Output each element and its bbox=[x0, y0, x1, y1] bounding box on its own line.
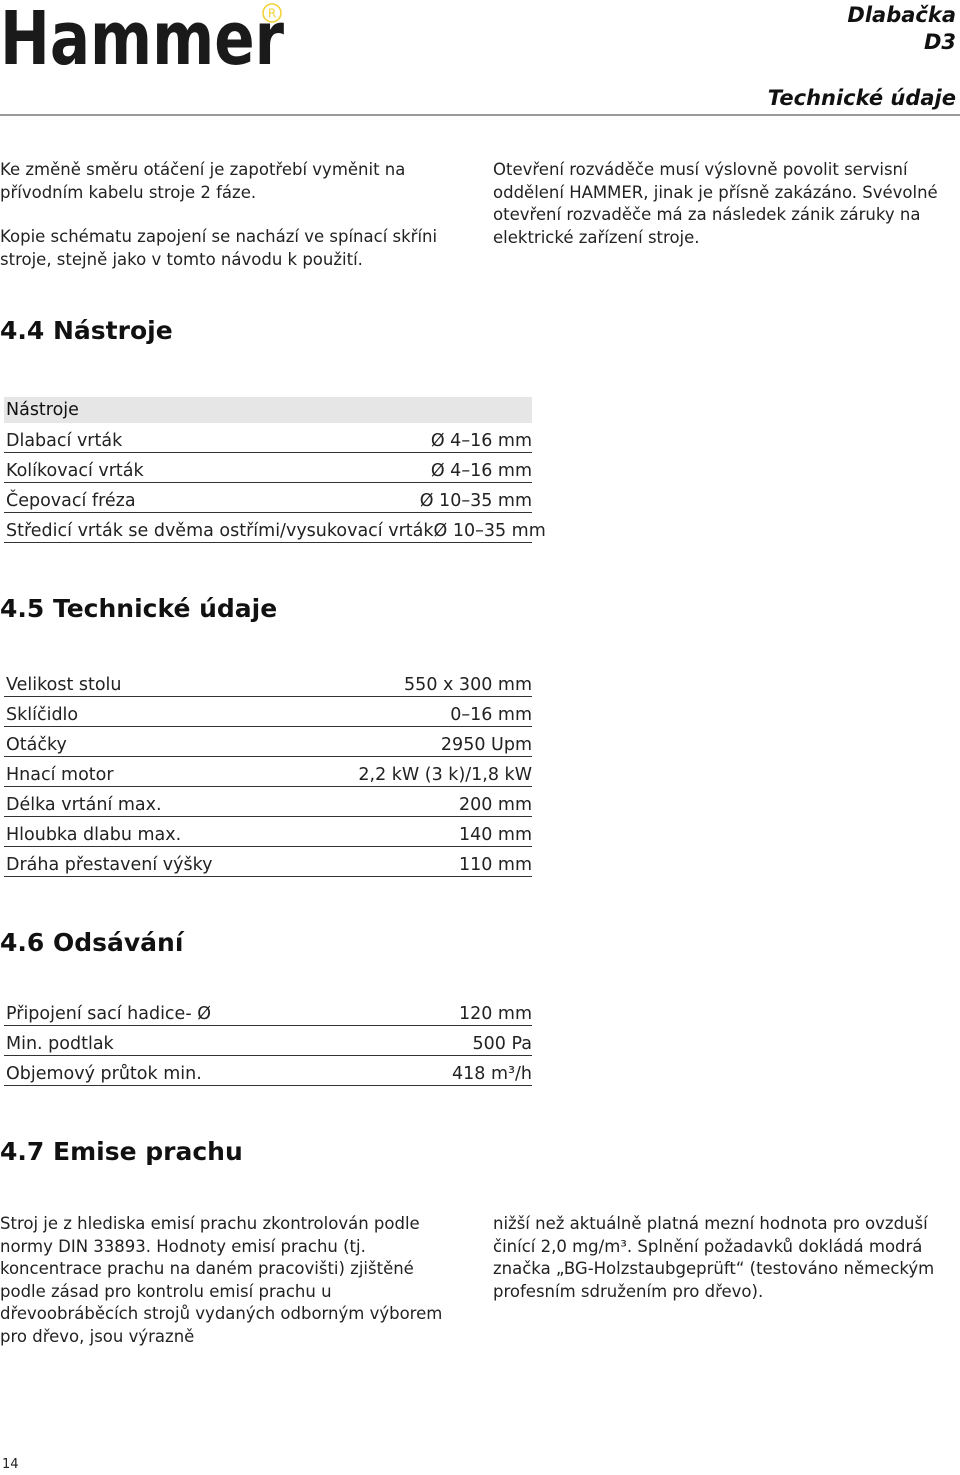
intro-right-column bbox=[493, 159, 953, 249]
row-label: Čepovací fréza bbox=[6, 491, 136, 511]
row-value: 500 Pa bbox=[472, 1034, 532, 1054]
row-label: Dráha přestavení výšky bbox=[6, 855, 213, 875]
table-row bbox=[4, 453, 532, 483]
specs-table bbox=[4, 667, 532, 877]
table-row bbox=[4, 787, 532, 817]
document-title bbox=[847, 2, 956, 56]
table-row bbox=[4, 817, 532, 847]
section-title: Technické údaje bbox=[767, 86, 956, 110]
row-label: Připojení sací hadice- Ø bbox=[6, 1004, 211, 1024]
intro-right-paragraph: Otevření rozváděče musí výslovně povolit servisní oddělení HAMMER, jinak je přísně zakázáno. Svévolné otevření rozvaděče má za následek zánik záruky na elektrické zařízení stroje. bbox=[493, 160, 938, 247]
row-label: Dlabací vrták bbox=[6, 431, 123, 451]
extraction-heading: 4.6 Odsávání bbox=[0, 928, 184, 957]
dust-heading: 4.7 Emise prachu bbox=[0, 1137, 243, 1166]
row-label: Středicí vrták se dvěma ostřími/vysukovací vrták bbox=[6, 521, 434, 541]
table-row bbox=[4, 667, 532, 697]
header-divider bbox=[0, 114, 960, 116]
row-label: Délka vrtání max. bbox=[6, 795, 162, 815]
row-value: Ø 10–35 mm bbox=[419, 491, 532, 511]
table-row bbox=[4, 483, 532, 513]
row-value: Ø 4–16 mm bbox=[430, 431, 532, 451]
row-value: 120 mm bbox=[458, 1004, 532, 1024]
row-label: Sklíčidlo bbox=[6, 705, 79, 725]
page-number: 14 bbox=[2, 1457, 19, 1472]
row-label: Kolíkovací vrták bbox=[6, 461, 144, 481]
table-row bbox=[4, 1026, 532, 1056]
row-value: 550 x 300 mm bbox=[404, 675, 532, 695]
table-row bbox=[4, 513, 546, 543]
row-label: Velikost stolu bbox=[6, 675, 122, 695]
row-label: Hnací motor bbox=[6, 765, 114, 785]
dust-left-paragraph: Stroj je z hlediska emisí prachu zkontrolován podle normy DIN 33893. Hodnoty emisí prachu (tj. koncentrace prachu na daném pracovišti) zjištěné podle zásad pro kontrolu emisí prachu u dřevoobráběcích strojů vydaných odborným výborem pro dřevo, jsou výrazně bbox=[0, 1214, 443, 1346]
logo-wordmark: Hammer bbox=[0, 0, 285, 70]
machine-model: D3 bbox=[923, 30, 956, 54]
row-value: Ø 4–16 mm bbox=[430, 461, 532, 481]
intro-left-paragraph-2: Kopie schématu zapojení se nachází ve spínací skříni stroje, stejně jako v tomto návodu k použití. bbox=[0, 227, 438, 269]
table-row bbox=[4, 727, 532, 757]
row-value: 140 mm bbox=[458, 825, 532, 845]
table-row bbox=[4, 996, 532, 1026]
row-value: 2950 Upm bbox=[440, 735, 532, 755]
row-value: Ø 10–35 mm bbox=[433, 521, 546, 541]
row-label: Objemový průtok min. bbox=[6, 1064, 202, 1084]
table-row bbox=[4, 757, 532, 787]
table-row bbox=[4, 1056, 532, 1086]
row-value: 2,2 kW (3 k)/1,8 kW bbox=[358, 765, 532, 785]
tools-heading: 4.4 Nástroje bbox=[0, 316, 173, 345]
row-value: 418 m³/h bbox=[451, 1064, 532, 1084]
table-row bbox=[4, 423, 532, 453]
row-value: 200 mm bbox=[458, 795, 532, 815]
machine-name: Dlabačka bbox=[847, 3, 956, 27]
row-value: 0–16 mm bbox=[450, 705, 532, 725]
intro-left-paragraph-1: Ke změně směru otáčení je zapotřebí vyměnit na přívodním kabelu stroje 2 fáze. bbox=[0, 160, 406, 202]
specs-heading: 4.5 Technické údaje bbox=[0, 594, 278, 623]
table-row bbox=[4, 697, 532, 727]
tools-table-header: Nástroje bbox=[4, 397, 532, 423]
table-row bbox=[4, 847, 532, 877]
row-value: 110 mm bbox=[458, 855, 532, 875]
extraction-table bbox=[4, 996, 532, 1086]
tools-table bbox=[4, 397, 546, 543]
hammer-logo bbox=[0, 0, 290, 70]
row-label: Min. podtlak bbox=[6, 1034, 114, 1054]
row-label: Hloubka dlabu max. bbox=[6, 825, 182, 845]
intro-left-column bbox=[0, 159, 440, 271]
registered-mark-letter: R bbox=[267, 6, 277, 21]
row-label: Otáčky bbox=[6, 735, 67, 755]
dust-right-paragraph: nižší než aktuálně platná mezní hodnota pro ovzduší činící 2,0 mg/m³. Splnění požadavků dokládá modrá značka „BG-Holzstaubgeprüft“ (testováno německým profesním sdružením pro dřevo). bbox=[493, 1214, 935, 1301]
